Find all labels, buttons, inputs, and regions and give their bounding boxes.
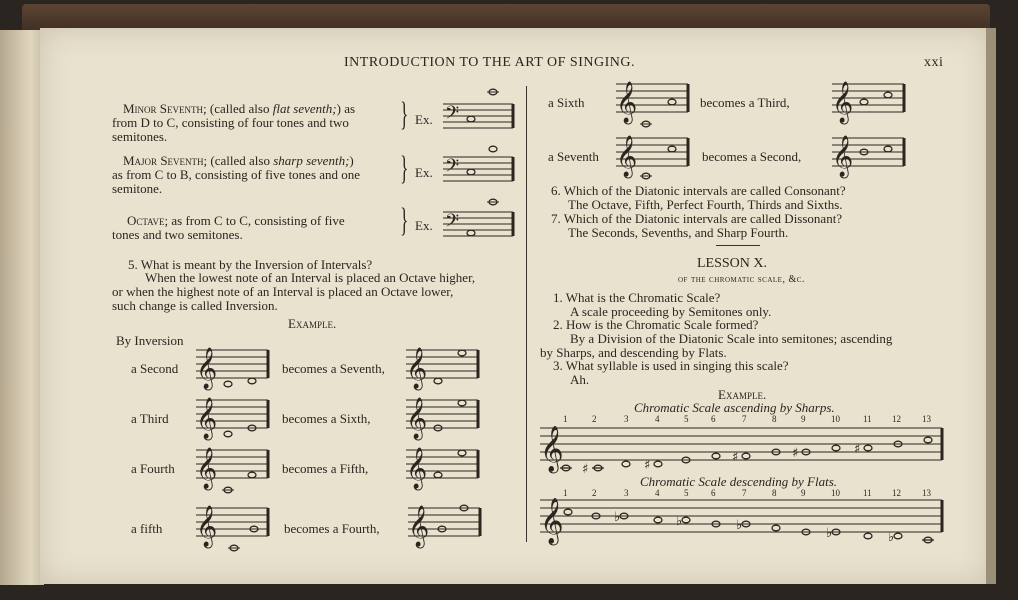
text: flat seventh; (272, 101, 337, 116)
staff-third (196, 396, 272, 439)
svg-text:𝄞: 𝄞 (406, 398, 428, 439)
staff-fourth-interval (408, 504, 484, 547)
step-number: 3 (624, 414, 629, 424)
descending-title: Chromatic Scale descending by Flats. (640, 474, 838, 489)
question-3: 3. What syllable is used in singing this scale? (553, 358, 789, 373)
answer-2-line: By a Division of the Diatonic Scale into semitones; ascending (570, 331, 893, 346)
svg-text:𝄞: 𝄞 (616, 82, 638, 123)
staff-minor-seventh (443, 100, 515, 136)
facing-page-edge (0, 30, 44, 585)
answer-5-line: or when the highest note of an Interval is placed an Octave lower, (112, 284, 454, 299)
step-number: 8 (772, 414, 777, 424)
svg-text:𝄞: 𝄞 (196, 348, 218, 389)
term: Minor Seventh; (123, 101, 207, 116)
text: sharp seventh; (273, 153, 350, 168)
running-header: INTRODUCTION TO THE ART OF SINGING. (344, 55, 635, 70)
text: tones and two semitones. (112, 227, 243, 242)
step-number: 13 (922, 414, 931, 424)
step-number: 12 (892, 414, 901, 424)
svg-text:♭: ♭ (888, 530, 895, 545)
staff-fifth-interval (196, 504, 272, 554)
inversion-from: a Seventh (548, 149, 599, 164)
staff-fifth (406, 446, 482, 489)
example-heading: Example. (718, 387, 767, 402)
svg-text:𝄞: 𝄞 (408, 506, 430, 547)
staff-second-right (832, 134, 908, 177)
ex-label: Ex. (415, 165, 433, 180)
step-number: 4 (655, 488, 660, 498)
step-number: 10 (831, 414, 840, 424)
brace: } (400, 96, 409, 133)
chromatic-ascending-staff (540, 424, 946, 484)
step-number: 4 (655, 414, 660, 424)
svg-text:𝄞: 𝄞 (616, 136, 638, 177)
svg-text:𝄞: 𝄞 (196, 506, 218, 547)
answer-6: The Octave, Fifth, Perfect Fourth, Thirds and Sixths. (568, 197, 843, 212)
step-number: 7 (742, 488, 747, 498)
svg-text:𝄞: 𝄞 (196, 448, 218, 489)
answer-5-line: such change is called Inversion. (112, 298, 278, 313)
step-number: 10 (831, 488, 840, 498)
svg-text:𝄢: 𝄢 (445, 156, 460, 181)
staff-major-seventh (443, 153, 515, 189)
step-number: 5 (684, 414, 689, 424)
step-number: 9 (801, 414, 806, 424)
svg-text:♯: ♯ (732, 450, 739, 465)
text: (called also (206, 101, 273, 116)
step-number: 13 (922, 488, 931, 498)
page-edge (986, 28, 996, 584)
brace: } (400, 202, 409, 239)
svg-text:𝄞: 𝄞 (540, 498, 564, 544)
svg-text:𝄞: 𝄞 (832, 82, 854, 123)
svg-text:𝄞: 𝄞 (196, 398, 218, 439)
text: from D to C, consisting of four tones and two (112, 115, 349, 130)
staff-second (196, 346, 272, 389)
by-inversion-label: By Inversion (116, 333, 184, 348)
svg-text:𝄢: 𝄢 (445, 103, 460, 128)
ascending-title: Chromatic Scale ascending by Sharps. (634, 400, 835, 415)
svg-text:𝄞: 𝄞 (406, 348, 428, 389)
inversion-from: a fifth (131, 521, 163, 536)
example-heading: Example. (288, 316, 337, 331)
step-number: 2 (592, 488, 597, 498)
inversion-from: a Second (131, 361, 179, 376)
question-2: 2. How is the Chromatic Scale formed? (553, 317, 759, 332)
answer-7: The Seconds, Sevenths, and Sharp Fourth. (568, 225, 789, 240)
page-number: xxi (924, 55, 944, 70)
answer-2-line: by Sharps, and descending by Flats. (540, 345, 727, 360)
question-5: 5. What is meant by the Inversion of Intervals? (128, 257, 373, 272)
text: (called also (207, 153, 274, 168)
answer-3: Ah. (570, 372, 590, 387)
brace: } (400, 150, 409, 187)
step-number: 1 (563, 488, 568, 498)
text: as from C to B, consisting of five tones and one (112, 167, 361, 182)
svg-text:♯: ♯ (644, 458, 651, 473)
text: as from C to C, consisting of five (168, 213, 345, 228)
svg-text:𝄞: 𝄞 (832, 136, 854, 177)
svg-text:♯: ♯ (854, 442, 861, 457)
question-1: 1. What is the Chromatic Scale? (553, 290, 721, 305)
svg-text:𝄞: 𝄞 (540, 426, 564, 472)
inversion-from: a Third (131, 411, 169, 426)
term: Octave; (127, 213, 169, 228)
lesson-heading: LESSON X. (697, 256, 768, 271)
inversion-from: a Sixth (548, 95, 585, 110)
inversion-to: becomes a Second, (702, 149, 802, 164)
staff-third-right (832, 80, 908, 123)
inversion-to: becomes a Seventh, (282, 361, 385, 376)
inversion-to: becomes a Fourth, (284, 521, 380, 536)
staff-seventh (406, 346, 482, 389)
text: semitones. (112, 129, 168, 144)
inversion-to: becomes a Fifth, (282, 461, 369, 476)
svg-text:♭: ♭ (736, 518, 743, 533)
chromatic-descending-staff (540, 496, 946, 550)
step-number: 2 (592, 414, 597, 424)
ex-label: Ex. (415, 112, 433, 127)
svg-text:♭: ♭ (826, 526, 833, 541)
step-number: 6 (711, 488, 716, 498)
staff-octave (443, 208, 515, 244)
column-rule (526, 86, 527, 542)
step-number: 8 (772, 488, 777, 498)
step-number: 1 (563, 414, 568, 424)
lesson-subheading: of the chromatic scale, &c. (678, 274, 805, 285)
step-number: 3 (624, 488, 629, 498)
inversion-from: a Fourth (131, 461, 175, 476)
text: ) as (336, 101, 356, 116)
question-6: 6. Which of the Diatonic intervals are called Consonant? (551, 183, 846, 198)
staff-sixth-right (616, 80, 692, 130)
svg-text:♯: ♯ (582, 462, 589, 477)
svg-text:♯: ♯ (792, 446, 799, 461)
step-number: 5 (684, 488, 689, 498)
text: ) (349, 153, 354, 168)
step-number: 9 (801, 488, 806, 498)
term: Major Seventh; (123, 153, 208, 168)
answer-1: A scale proceeding by Semitones only. (570, 304, 772, 319)
step-number: 11 (863, 414, 872, 424)
ex-label: Ex. (415, 218, 433, 233)
inversion-to: becomes a Sixth, (282, 411, 371, 426)
staff-seventh-right (616, 134, 692, 184)
svg-text:𝄞: 𝄞 (406, 448, 428, 489)
step-number: 11 (863, 488, 872, 498)
svg-text:♭: ♭ (614, 510, 621, 525)
svg-text:♭: ♭ (676, 514, 683, 529)
staff-sixth (406, 396, 482, 439)
staff-fourth (196, 446, 272, 496)
step-number: 6 (711, 414, 716, 424)
answer-5-line: When the lowest note of an Interval is placed an Octave higher, (145, 270, 476, 285)
step-number: 12 (892, 488, 901, 498)
inversion-to: becomes a Third, (700, 95, 790, 110)
divider (716, 245, 760, 246)
text: semitone. (112, 181, 163, 196)
question-7: 7. Which of the Diatonic intervals are called Dissonant? (551, 211, 843, 226)
svg-text:𝄢: 𝄢 (445, 211, 460, 236)
step-number: 7 (742, 414, 747, 424)
